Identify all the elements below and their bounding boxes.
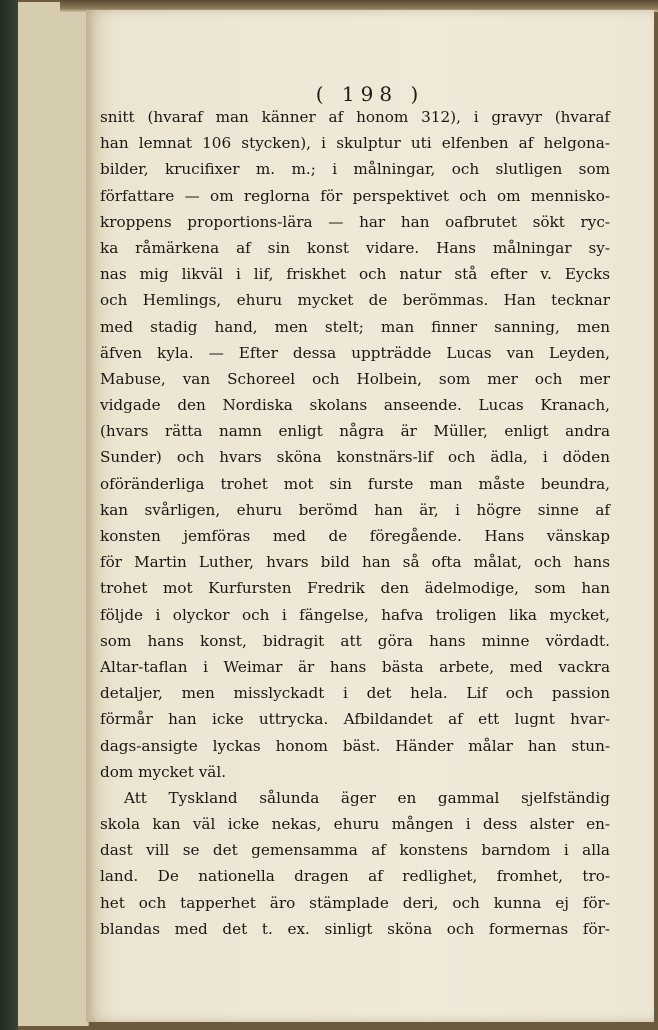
text-line: kroppens proportions-lära — har han oafbrutet sökt ryc- [100, 212, 610, 231]
text-line: nas mig likväl i lif, friskhet och natur stå efter v. Eycks [100, 265, 610, 284]
text-line: oföränderliga trohet mot sin furste man måste beundra, [100, 474, 610, 493]
text-line: dom mycket väl. [100, 762, 227, 781]
text-line: konsten jemföras med de föregående. Hans vänskap [100, 527, 610, 545]
text-line: följde i olyckor och i fängelse, hafva troligen lika mycket, [100, 605, 610, 624]
text-line: skola kan väl icke nekas, ehuru mången i dess alster en- [100, 815, 610, 834]
text-line: han lemnat 106 stycken), i skulptur uti elfenben af helgona- [100, 134, 610, 153]
text-line: förmår han icke uttrycka. Afbildandet af ett lugnt hvar- [100, 710, 610, 729]
text-line: Altar-taflan i Weimar är hans bästa arbete, med vackra [100, 657, 610, 676]
text-line: författare — om reglorna för perspektivet och om mennisko- [100, 186, 610, 205]
book-spine [0, 0, 18, 1030]
text-line: dags-ansigte lyckas honom bäst. Händer målar han stun- [100, 736, 610, 755]
bleed-through-shadow [230, 862, 600, 888]
text-line: trohet mot Kurfursten Fredrik den ädelmodige, som han [100, 579, 610, 598]
body-text [100, 104, 610, 942]
text-line: Att Tyskland sålunda äger en gammal sjelfständig [124, 788, 610, 807]
text-line: ka råmärkena af sin konst vidare. Hans målningar sy- [100, 238, 610, 257]
text-line: land. De nationella dragen af redlighet, fromhet, tro- [100, 867, 610, 886]
text-line: het och tapperhet äro stämplade deri, och kunna ej för- [100, 893, 610, 912]
text-line: som hans konst, bidragit att göra hans minne vördadt. [100, 631, 610, 650]
text-line: och Hemlings, ehuru mycket de berömmas. Han tecknar [100, 291, 610, 310]
text-line: dast vill se det gemensamma af konstens barndom i alla [100, 841, 610, 860]
text-line: blandas med det t. ex. sinligt sköna och formernas för- [100, 919, 610, 938]
text-line: Sunder) och hvars sköna konstnärs-lif och ädla, i döden [100, 448, 610, 467]
text-line: vidgade den Nordiska skolans anseende. Lucas Kranach, [100, 396, 610, 415]
page-number: ( 198 ) [315, 82, 425, 106]
text-line: Mabuse, van Schoreel och Holbein, som mer och mer [100, 369, 610, 388]
text-line: detaljer, men misslyckadt i det hela. Lif och passion [100, 684, 610, 703]
text-line: bilder, krucifixer m. m.; i målningar, och slutligen som [100, 160, 610, 179]
page-edges [18, 2, 89, 1026]
text-line: med stadig hand, men stelt; man finner sanning, men [100, 317, 610, 336]
text-line: kan svårligen, ehuru berömd han är, i högre sinne af [100, 500, 610, 519]
text-line: äfven kyla. — Efter dessa uppträdde Lucas van Leyden, [100, 343, 610, 362]
text-line: för Martin Luther, hvars bild han så ofta målat, och hans [100, 553, 610, 572]
text-line: snitt (hvaraf man känner af honom 312), i gravyr (hvaraf [100, 108, 610, 126]
text-line: (hvars rätta namn enligt några är Müller, enligt andra [100, 422, 610, 441]
